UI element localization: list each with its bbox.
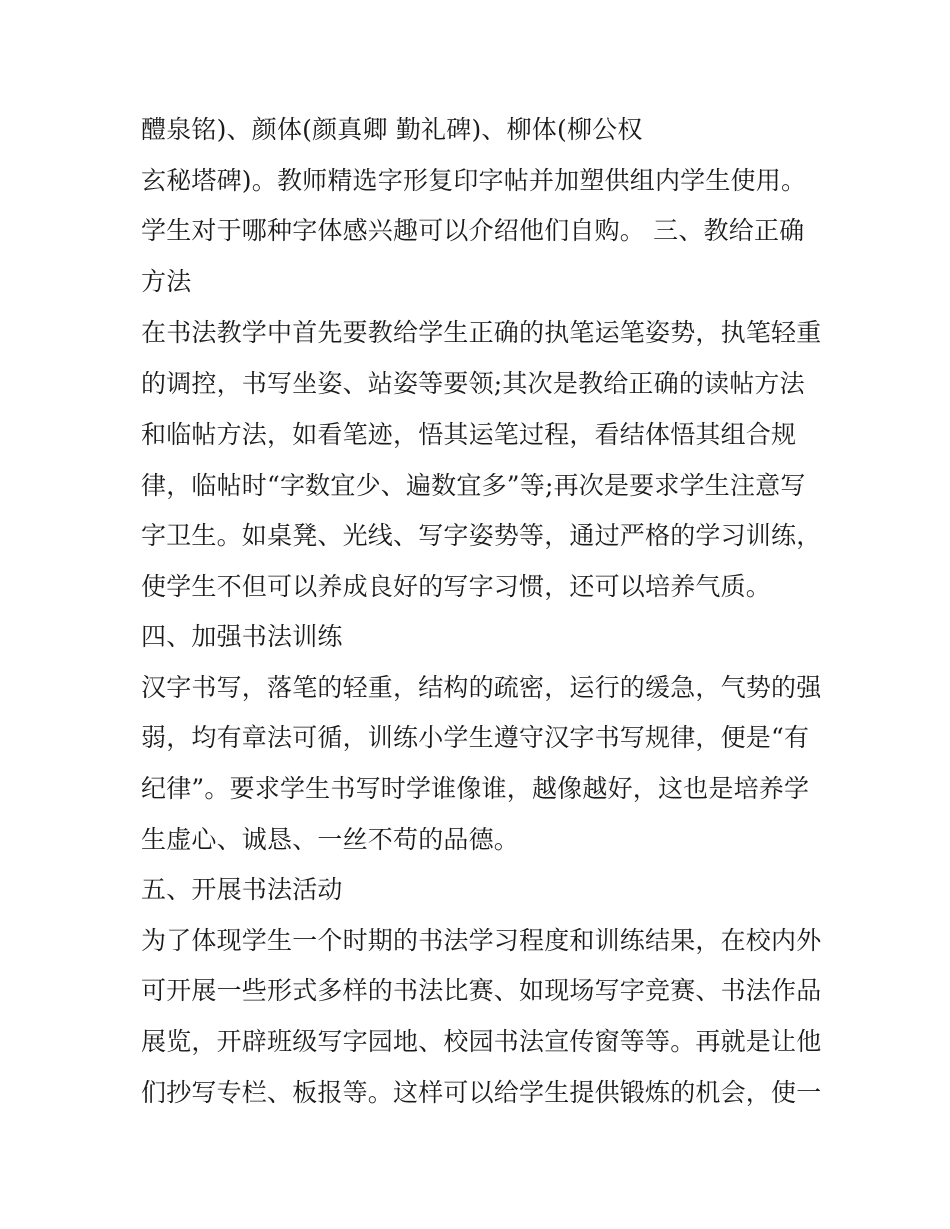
- paragraph-line: 字卫生。如桌凳、光线、写字姿势等，通过严格的学习训练，: [141, 521, 822, 550]
- paragraph-line: 汉字书写，落笔的轻重，结构的疏密，运行的缓急，气势的强: [141, 673, 822, 702]
- paragraph-line: 为了体现学生一个时期的书法学习程度和训练结果，在校内外: [141, 926, 822, 955]
- paragraph-line: 纪律”。要求学生书写时学谁像谁，越像越好，这也是培养学: [141, 774, 810, 803]
- paragraph-line: 展览，开辟班级写字园地、校园书法宣传窗等等。再就是让他: [141, 1027, 822, 1056]
- section-heading: 四、加强书法训练: [141, 622, 343, 651]
- paragraph-line: 的调控，书写坐姿、站姿等要领;其次是教给正确的读帖方法: [141, 369, 805, 398]
- section-heading-line: 方法: [141, 267, 192, 296]
- paragraph-line: 使学生不但可以养成良好的写字习惯，还可以培养气质。: [141, 572, 772, 601]
- paragraph-line: 生虚心、诚恳、一丝不苟的品德。: [141, 825, 520, 854]
- paragraph-line: 们抄写专栏、板报等。这样可以给学生提供锻炼的机会，使一: [141, 1078, 822, 1107]
- paragraph-line: 律，临帖时“字数宜少、遍数宜多”等;再次是要求学生注意写: [141, 471, 806, 500]
- paragraph-line: 在书法教学中首先要教给学生正确的执笔运笔姿势，执笔轻重: [141, 318, 822, 347]
- paragraph-line: 可开展一些形式多样的书法比赛、如现场写字竞赛、书法作品: [141, 976, 822, 1005]
- paragraph-line: 玄秘塔碑)。教师精选字形复印字帖并加塑供组内学生使用。: [141, 166, 807, 195]
- paragraph-line: 弱，均有章法可循，训练小学生遵守汉字书写规律，便是“有: [141, 723, 810, 752]
- paragraph-line: 和临帖方法，如看笔迹，悟其运笔过程，看结体悟其组合规: [141, 420, 797, 449]
- paragraph-line: 醴泉铭)、颜体(颜真卿 勤礼碑)、柳体(柳公权: [141, 115, 643, 144]
- section-heading: 五、开展书法活动: [141, 875, 343, 904]
- paragraph-line: 学生对于哪种字体感兴趣可以介绍他们自购。 三、教给正确: [141, 216, 805, 245]
